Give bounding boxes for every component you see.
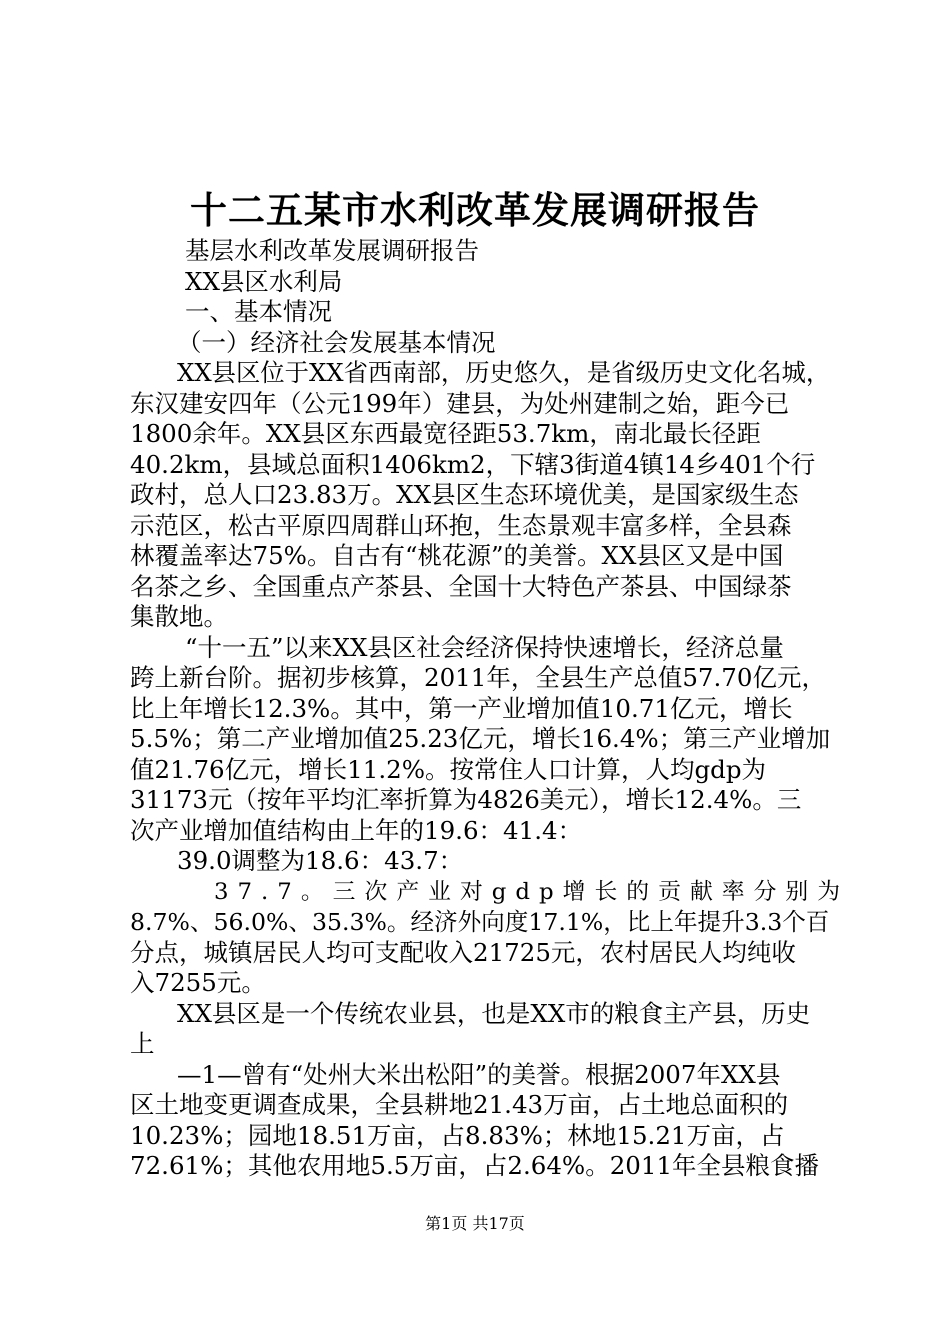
paragraph-line: 区土地变更调查成果，全县耕地21.43万亩，占土地总面积的 bbox=[130, 1090, 789, 1119]
paragraph-line: 示范区，松古平原四周群山环抱，生态景观丰富多样，全县森 bbox=[130, 510, 792, 540]
author-line: XX县区水利局 bbox=[185, 266, 343, 296]
paragraph-line: 分点，城镇居民人均可支配收入21725元，农村居民人均纯收 bbox=[130, 937, 796, 967]
document-body bbox=[130, 236, 850, 1182]
paragraph-line: 东汉建安四年（公元199年）建县，为处州建制之始，距今已 bbox=[130, 388, 790, 418]
paragraph-line: 上 bbox=[130, 1029, 155, 1058]
paragraph-line: 名茶之乡、全国重点产茶县、全国十大特色产茶县、中国绿茶 bbox=[130, 571, 792, 601]
paragraph-line: 39.0调整为18.6：43.7： bbox=[177, 846, 464, 875]
page-number-footer: 第1页 共17页 bbox=[425, 1214, 525, 1233]
paragraph-line: XX县区是一个传统农业县，也是XX市的粮食主产县，历史 bbox=[177, 998, 811, 1028]
paragraph-line: —1—曾有“处州大米出松阳”的美誉。根据2007年XX县 bbox=[177, 1059, 781, 1089]
subsection-heading: （一）经济社会发展基本情况 bbox=[177, 327, 496, 357]
paragraph-line: 次产业增加值结构由上年的19.6：41.4： bbox=[130, 815, 583, 845]
document-title: 十二五某市水利改革发展调研报告 bbox=[190, 188, 760, 232]
paragraph-line: 1800余年。XX县区东西最宽径距53.7km，南北最长径距 bbox=[130, 419, 761, 448]
paragraph-line: 值21.76亿元，增长11.2%。按常住人口计算，人均gdp为 bbox=[130, 754, 767, 784]
paragraph-line: 林覆盖率达75%。自古有“桃花源”的美誉。XX县区又是中国 bbox=[130, 541, 784, 570]
paragraph-line: 政村，总人口23.83万。XX县区生态环境优美，是国家级生态 bbox=[130, 480, 799, 509]
paragraph-line: 72.61%；其他农用地5.5万亩，占2.64%。2011年全县粮食播 bbox=[130, 1151, 820, 1180]
paragraph-line: 入7255元。 bbox=[130, 968, 266, 997]
paragraph-line: 40.2km，县域总面积1406km2，下辖3街道4镇14乡401个行 bbox=[130, 449, 816, 479]
paragraph-line: 10.23%；园地18.51万亩，占8.83%；林地15.21万亩，占 bbox=[130, 1120, 785, 1150]
paragraph-line: 跨上新台阶。据初步核算，2011年，全县生产总值57.70亿元， bbox=[130, 663, 826, 692]
paragraph-line: 比上年增长12.3%。其中，第一产业增加值10.71亿元，增长 bbox=[130, 693, 793, 723]
paragraph-line: “十一五”以来XX县区社会经济保持快速增长，经济总量 bbox=[185, 632, 784, 662]
section-heading: 一、基本情况 bbox=[185, 297, 332, 326]
paragraph-line: XX县区位于XX省西南部，历史悠久，是省级历史文化名城， bbox=[177, 358, 831, 387]
paragraph-line: 5.5%；第二产业增加值25.23亿元，增长16.4%；第三产业增加 bbox=[130, 724, 831, 753]
paragraph-line: 集散地。 bbox=[130, 602, 228, 631]
paragraph-line: 8.7%、56.0%、35.3%。经济外向度17.1%，比上年提升3.3个百 bbox=[130, 908, 830, 936]
paragraph-line: 37.7。三次产业对gdp增长的贡献率分别为 bbox=[214, 878, 850, 905]
subtitle-line: 基层水利改革发展调研报告 bbox=[185, 236, 479, 265]
paragraph-line: 31173元（按年平均汇率折算为4826美元），增长12.4%。三 bbox=[130, 785, 802, 814]
